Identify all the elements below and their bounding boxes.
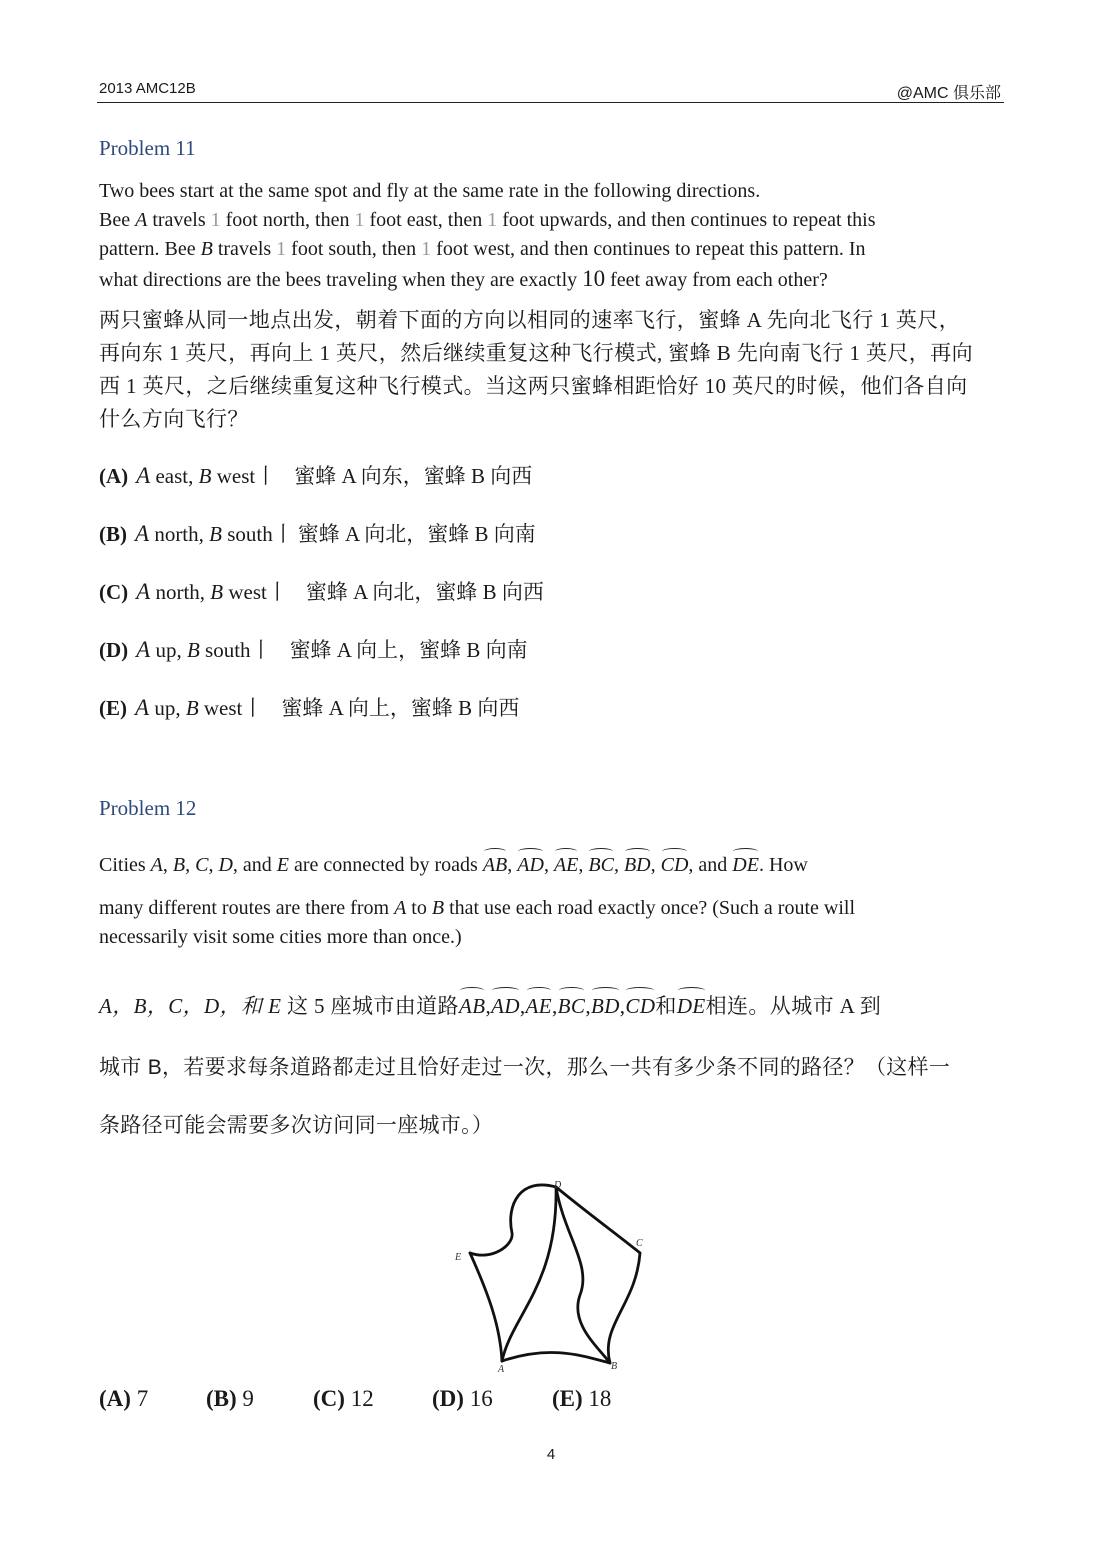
option-cn: 蜜蜂 A 向北，蜜蜂 B 向南 (297, 522, 536, 546)
option-cn: 蜜蜂 A 向北，蜜蜂 B 向西 (305, 580, 544, 604)
var-A: A (135, 209, 148, 231)
p11-en-line3 (99, 235, 1009, 264)
road-bd: BD (591, 990, 620, 1023)
answer-value: 16 (469, 1386, 493, 1411)
var-B: B (185, 696, 199, 720)
var-B: B (209, 522, 222, 546)
p11-option-c[interactable] (99, 576, 544, 606)
city-E: E (276, 854, 290, 876)
num: 10 (582, 266, 606, 291)
text: , (185, 854, 196, 876)
p11-option-a[interactable] (99, 460, 532, 490)
text: foot north, then (220, 209, 355, 231)
city-B: B (172, 854, 186, 876)
header-right: @AMC 俱乐部 (896, 85, 1001, 102)
var-A: A (135, 695, 150, 720)
text: 相连。从城市 A 到 (705, 994, 882, 1018)
dir-a: east, (150, 464, 199, 488)
var-A: A (136, 637, 151, 662)
dir-a: north, (150, 580, 211, 604)
option-label: (A) (99, 464, 129, 488)
dir-b: west丨 (223, 580, 288, 604)
problem-11-title: Problem 11 (99, 136, 196, 160)
answer-value: 18 (588, 1386, 612, 1411)
sep: , (485, 994, 492, 1018)
p11-cn-line2: 再向东 1 英尺，再向上 1 英尺，然后继续重复这种飞行模式, 蜜蜂 B 先向南飞行 1 英尺，再向 (99, 341, 974, 365)
text: , (208, 854, 219, 876)
p12-answer-e[interactable] (552, 1386, 611, 1412)
text: foot upwards, and then continues to repeat this (497, 209, 876, 231)
road-ae: AE (554, 851, 578, 880)
road-cd: CD (661, 851, 689, 880)
answer-label: (A) (99, 1386, 131, 1411)
p11-en-line4 (99, 264, 1009, 295)
p11-en-line2 (99, 206, 1009, 235)
dir-a: up, (150, 638, 187, 662)
num: 1 (276, 238, 287, 260)
answer-value: 9 (242, 1386, 254, 1411)
text: pattern. Bee (99, 238, 201, 260)
problem-11-chinese (99, 304, 1019, 436)
text: that use each road exactly once? (Such a route will (444, 897, 855, 919)
road-bd-curve (556, 1187, 610, 1363)
sep: , (613, 854, 624, 876)
text: travels (212, 238, 277, 260)
cities: A，B，C，D，和 E (99, 994, 282, 1018)
p12-cn-line2: 城市 B，若要求每条道路都走过且恰好走过一次，那么一共有多少条不同的路径？（这样一 (99, 1056, 951, 1079)
sep: , (543, 854, 554, 876)
var-B: B (186, 638, 200, 662)
road-ad: AD (517, 851, 544, 880)
road-bc: BC (588, 851, 614, 880)
option-cn: 蜜蜂 A 向上，蜜蜂 B 向南 (289, 638, 528, 662)
answer-label: (C) (313, 1386, 345, 1411)
city-C: C (195, 854, 209, 876)
var-B: B (200, 238, 213, 260)
option-label: (C) (99, 580, 129, 604)
road-cd-curve (556, 1187, 640, 1253)
option-label: (B) (99, 522, 127, 546)
p12-cn-line1 (99, 990, 1019, 1023)
text: are connected by roads (289, 854, 483, 876)
p11-option-b[interactable] (99, 518, 536, 548)
road-de-curve (470, 1185, 556, 1255)
sep: , (519, 994, 526, 1018)
sep: , (650, 854, 661, 876)
page-number: 4 (546, 1446, 556, 1463)
sep: , (619, 994, 626, 1018)
road-ab-curve (502, 1352, 610, 1363)
sep: , (507, 854, 518, 876)
road-ab: AB (483, 851, 507, 880)
city-label-c: C (636, 1238, 643, 1249)
road-bc-curve (608, 1253, 640, 1363)
road-network-diagram (440, 1175, 660, 1375)
p12-en-line2 (99, 894, 1009, 923)
road-ab: AB (459, 990, 485, 1023)
text: 这 5 座城市由道路 (281, 994, 459, 1018)
p11-option-d[interactable] (99, 634, 528, 664)
text: to (406, 897, 432, 919)
num: 1 (210, 209, 221, 231)
text: foot west, and then continues to repeat this pattern. In (431, 238, 866, 260)
city-D: D (218, 854, 233, 876)
p11-cn-line1: 两只蜜蜂从同一地点出发，朝着下面的方向以相同的速率飞行，蜜蜂 A 先向北飞行 1 英尺， (99, 308, 961, 332)
city-label-e: E (455, 1252, 462, 1263)
problem-11-english (99, 177, 1009, 295)
p12-answer-b[interactable] (206, 1386, 254, 1412)
p12-answer-d[interactable] (432, 1386, 493, 1412)
road-ae-curve (470, 1253, 502, 1361)
p12-answer-c[interactable] (313, 1386, 374, 1412)
var-B: B (198, 464, 212, 488)
text: Cities (99, 854, 151, 876)
var-A: A (136, 579, 151, 604)
text: Bee (99, 209, 136, 231)
p11-option-e[interactable] (99, 692, 519, 722)
text: what directions are the bees traveling when they are exactly (99, 269, 583, 291)
p11-cn-line3: 西 1 英尺，之后继续重复这种飞行模式。当这两只蜜蜂相距恰好 10 英尺的时候，他们各自向 (99, 374, 968, 398)
var-B: B (210, 580, 224, 604)
text: 和 (655, 994, 677, 1018)
text: feet away from each other? (605, 269, 828, 291)
dir-b: south丨 (199, 638, 272, 662)
city-A: A (394, 897, 407, 919)
p12-en-line1 (99, 851, 1009, 880)
text: . How (758, 854, 808, 876)
dir-b: south丨 (221, 522, 294, 546)
answer-label: (B) (206, 1386, 237, 1411)
answer-value: 7 (136, 1386, 149, 1411)
road-de: DE (732, 851, 759, 880)
text: , and (688, 854, 733, 876)
text: many different routes are there from (99, 897, 395, 919)
sep: , (585, 994, 591, 1018)
problem-12-title: Problem 12 (99, 796, 197, 820)
header-left: 2013 AMC12B (99, 80, 196, 97)
p11-cn-line4: 什么方向飞行？ (99, 407, 249, 431)
dir-a: up, (149, 696, 186, 720)
road-bd: BD (624, 851, 651, 880)
p12-cn-line3: 条路径可能会需要多次访问同一座城市。） (99, 1114, 494, 1137)
num: 1 (354, 209, 365, 231)
text: travels (147, 209, 211, 231)
option-label: (D) (99, 638, 129, 662)
option-cn: 蜜蜂 A 向上，蜜蜂 B 向西 (281, 696, 520, 720)
p11-en-line1: Two bees start at the same spot and fly at the same rate in the following directions. (99, 180, 761, 202)
p12-en-line3: necessarily visit some cities more than once.) (99, 926, 462, 948)
answer-value: 12 (350, 1386, 374, 1411)
text: foot east, then (364, 209, 488, 231)
header-rule (97, 102, 1004, 103)
num: 1 (487, 209, 498, 231)
sep: , (578, 854, 589, 876)
sep: , (552, 994, 558, 1018)
city-label-a: A (498, 1364, 505, 1375)
city-B: B (431, 897, 445, 919)
var-A: A (135, 521, 150, 546)
p12-answer-a[interactable] (99, 1386, 148, 1412)
option-label: (E) (99, 696, 127, 720)
dir-b: west丨 (211, 464, 277, 488)
road-bc: BC (558, 990, 586, 1023)
text: , (162, 854, 173, 876)
dir-b: west丨 (198, 696, 264, 720)
city-label-b: B (611, 1361, 618, 1372)
text: foot south, then (286, 238, 422, 260)
city-A: A (150, 854, 163, 876)
num: 1 (421, 238, 432, 260)
road-cd: CD (625, 990, 655, 1023)
answer-label: (D) (432, 1386, 464, 1411)
road-de: DE (677, 990, 706, 1023)
city-label-d: D (554, 1180, 562, 1191)
var-A: A (136, 463, 151, 488)
option-cn: 蜜蜂 A 向东，蜜蜂 B 向西 (294, 464, 533, 488)
answer-label: (E) (552, 1386, 583, 1411)
dir-a: north, (149, 522, 210, 546)
text: , and (232, 854, 277, 876)
road-ae: AE (526, 990, 552, 1023)
road-ad: AD (491, 990, 520, 1023)
